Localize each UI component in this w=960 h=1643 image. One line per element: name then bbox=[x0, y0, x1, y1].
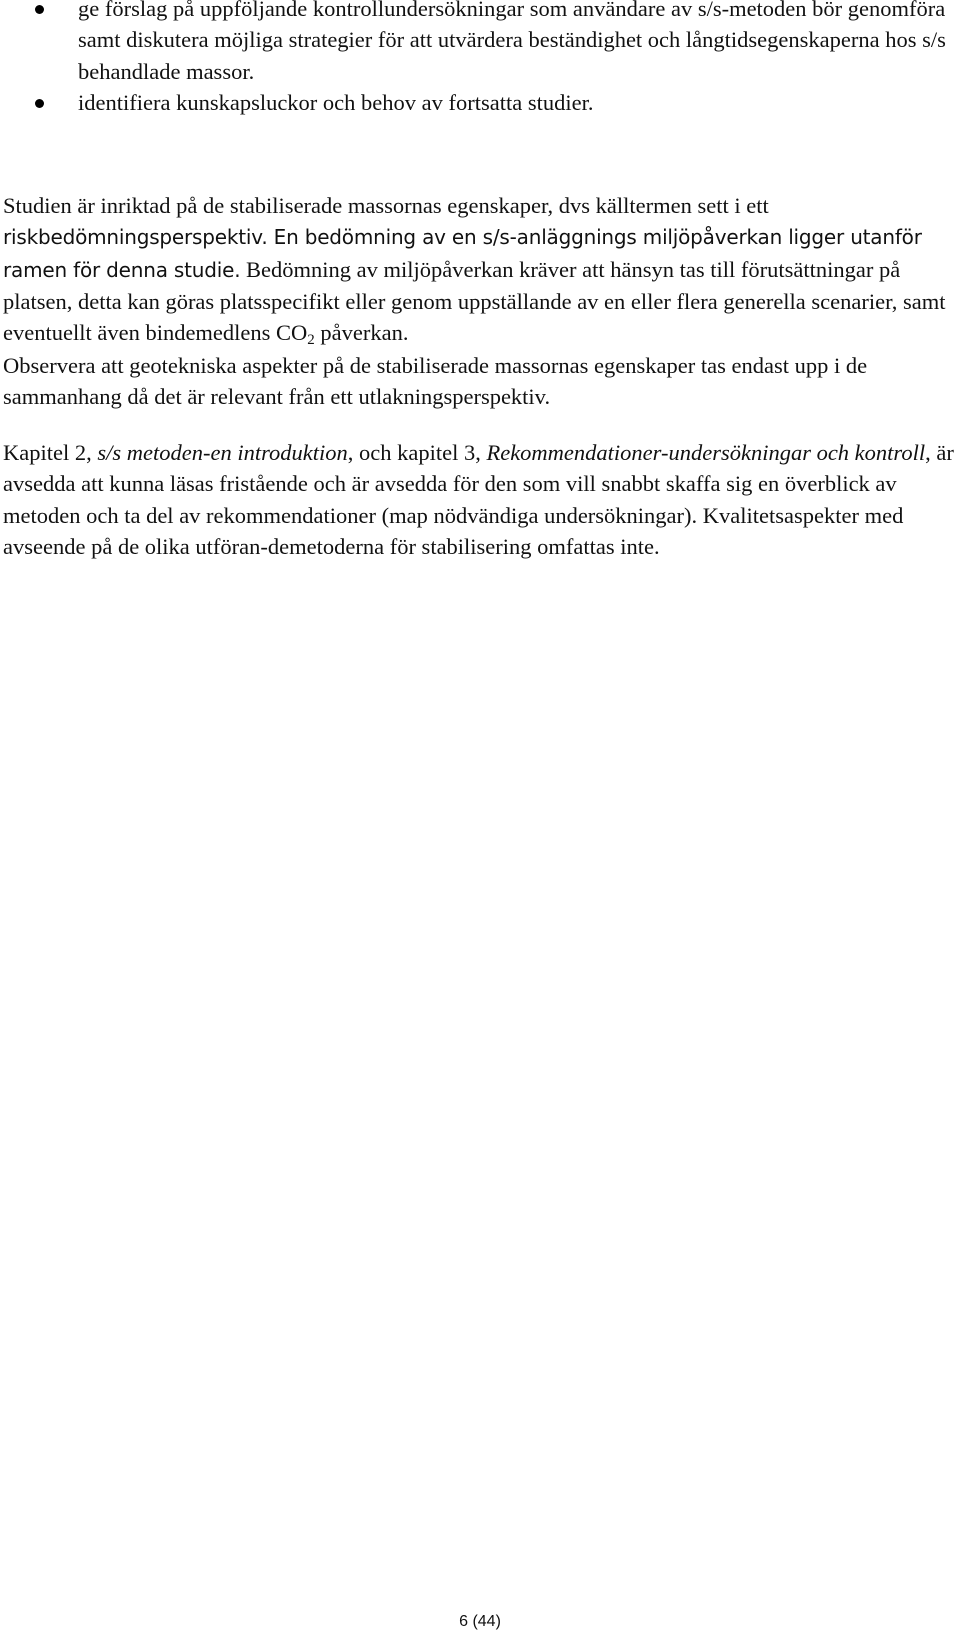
bullet-text: ge förslag på uppföljande kontrollundersökningar som användare av s/s-metoden bör genomföra samt diskutera möjliga strategier för att utvärdera beständighet och långtidsegenskaperna hos s/s behandlade massor. bbox=[78, 0, 946, 84]
paragraph-scope-part3: Bedömning av miljöpåverkan kräver att hänsyn tas till förutsättningar på platsen, detta kan göras platsspecifikt eller genom uppställande av en eller flera generella scenarier, samt eventuellt även bindemedlens CO bbox=[3, 256, 946, 346]
bullet-icon bbox=[35, 5, 44, 14]
paragraph-chapters-part3: , är avsedda att kunna läsas fristående och är avsedda för den som vill snabbt skaffa sig en överblick av metoden och ta del av rekommendationer (map nödvändiga undersökningar). Kvalitetsaspekter med avseende på de olika utföran-demetoderna för stabilisering omfattas inte. bbox=[3, 440, 954, 559]
bullet-icon bbox=[35, 99, 44, 108]
bullet-text: identifiera kunskapsluckor och behov av fortsatta studier. bbox=[78, 89, 594, 115]
paragraph-geotechnical: Observera att geotekniska aspekter på de stabiliserade massornas egenskaper tas endast upp i de sammanhang då det är relevant från ett utlakningsperspektiv. bbox=[3, 353, 868, 410]
chapter-3-title: Rekommendationer-undersökningar och kontroll bbox=[486, 440, 926, 465]
paragraph-chapters-part1: Kapitel 2, bbox=[3, 440, 92, 465]
list-item bbox=[0, 0, 955, 87]
bullet-list bbox=[0, 0, 955, 118]
paragraph-scope-part2: riskbedömningsperspektiv. En bedömning av en s/s-anläggnings miljöpåverkan ligger utanför ramen för denna studie. bbox=[3, 225, 922, 282]
paragraph-scope-part1: Studien är inriktad på de stabiliserade massornas egenskaper, dvs källtermen sett i ett bbox=[3, 193, 769, 218]
chapter-2-title: s/s metoden-en introduktion bbox=[97, 440, 348, 465]
co2-subscript: 2 bbox=[307, 332, 315, 349]
page-number: 6 (44) bbox=[459, 1613, 501, 1630]
paragraph-scope-part4: påverkan. bbox=[320, 320, 409, 346]
paragraph-chapters bbox=[3, 437, 955, 562]
paragraph-chapters-part2: , och kapitel 3, bbox=[347, 440, 481, 465]
paragraph-scope bbox=[3, 190, 955, 348]
list-item bbox=[0, 87, 955, 118]
